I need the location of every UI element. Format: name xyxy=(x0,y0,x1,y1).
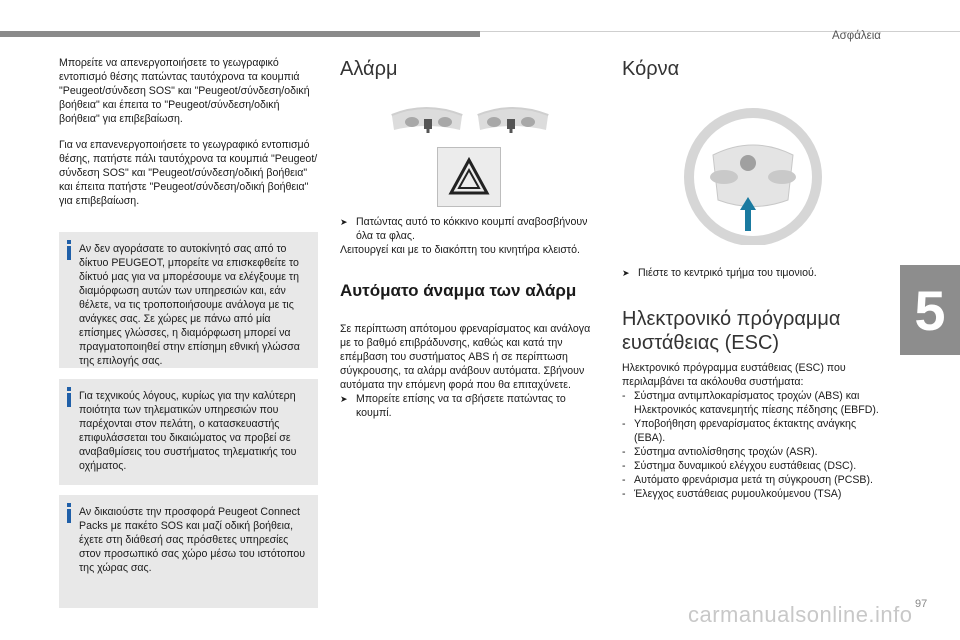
hazard-triangle-icon xyxy=(438,148,500,206)
arrow-bullet-icon: ➤ xyxy=(340,394,348,404)
horn-heading: Κόρνα xyxy=(622,58,680,80)
column-right xyxy=(622,57,884,81)
list-item: - Σύστημα δυναμικού ελέγχου ευστάθειας (DSC). xyxy=(622,460,857,472)
auto-alarm-section xyxy=(340,280,602,302)
esc-heading-line-2: ευστάθειας (ESC) xyxy=(622,332,780,354)
info-box xyxy=(59,232,318,368)
alarm-note: Λειτουργεί και με το διακόπτη του κινητήρα κλειστό. xyxy=(340,244,580,256)
esc-body xyxy=(622,361,884,501)
info-icon xyxy=(65,240,73,260)
list-item: - Σύστημα αντιμπλοκαρίσματος τροχών (ABS) και Ηλεκτρονικός κατανεμητής πίεσης πέδησης (EBFD). xyxy=(622,390,879,416)
esc-heading-line-1: Ηλεκτρονικό πρόγραμμα xyxy=(622,308,841,330)
info-box xyxy=(59,379,318,485)
esc-intro: Ηλεκτρονικό πρόγραμμα ευστάθειας (ESC) που περιλαμβάνει τα ακόλουθα συστήματα: xyxy=(622,362,846,388)
info-text: Αν δικαιούστε την προσφορά Peugeot Connect Packs με πακέτο SOS και μαζί οδική βοήθεια, έχετε στη διάθεσή σας πρόσθετες υπηρεσίες στον προσωπικό σας χώρο μέσω του ιστότοπου της χώρας σας. xyxy=(79,506,306,574)
steering-wheel-icons xyxy=(390,100,550,142)
page-number: 97 xyxy=(915,598,928,610)
section-title: Ασφάλεια xyxy=(832,30,881,42)
list-item: ➤ Μπορείτε επίσης να τα σβήσετε πατώντας το κουμπί. xyxy=(340,393,566,419)
info-text: Για τεχνικούς λόγους, κυρίως για την καλύτερη ποιότητα των τηλεματικών υπηρεσιών που παρέχονται στον πελάτη, ο κατασκευαστής επιφυλάσσεται του δικαιώματος να προβεί σε αναβαθμίσεις του συστήματος τηλεματικής του οχήματος. xyxy=(79,390,297,472)
alarm-instructions xyxy=(340,215,602,257)
auto-alarm-body xyxy=(340,322,602,420)
peugeot-logo-icon xyxy=(740,155,756,171)
chapter-tab xyxy=(900,265,960,355)
list-item: - Αυτόματο φρενάρισμα μετά τη σύγκρουση (PCSB). xyxy=(622,474,873,486)
auto-alarm-heading: Αυτόματο άναμμα των αλάρμ xyxy=(340,281,577,300)
watermark: carmanualsonline.info xyxy=(688,602,913,627)
list-item: ➤ Πατώντας αυτό το κόκκινο κουμπί αναβοσβήνουν όλα τα φλας. xyxy=(340,216,588,242)
column-left xyxy=(59,56,321,220)
info-text: Αν δεν αγοράσατε το αυτοκίνητό σας από το δίκτυο PEUGEOT, μπορείτε να επισκεφθείτε το δίκτυό μας για να μπορέσουμε να ελέγξουμε τη διαμόρφωση αυτών των υπηρεσιών και, εάν θέλετε, να τις τροποποιήσουμε ανάλογα με τις ανάγκες σας. Σε χώρες με πάνω από μία επίσημες γλώσσες, η διαμόρφωση μπορεί να πραγματοποιηθεί στην επίσημη εθνική γλώσσα της επιλογής σας. xyxy=(79,243,300,367)
auto-alarm-text: Σε περίπτωση απότομου φρεναρίσματος και ανάλογα με το βαθμό επιβράδυνσης, καθώς και κατά την επέμβαση του συστήματος ABS ή σε περίπτωση σύγκρουσης, τα αλάρμ ανάβουν αυτόματα. Σβήνουν αυτόματα την επόμενη φορά που θα επιταχύνετε. xyxy=(340,323,591,391)
paragraph-reenable-geolocation: Για να επανενεργοποιήσετε το γεωγραφικό εντοπισμό θέσης, πατήστε πάλι ταυτόχρονα τα κουμπιά "Peugeot/σύνδεση SOS" και "Peugeot/σύνδεση/οδική βοήθεια" και έπειτα πατήστε "Peugeot/σύνδεση/οδική βοήθεια" για επιβεβαίωση. xyxy=(59,139,318,207)
info-icon xyxy=(65,387,73,407)
arrow-bullet-icon: ➤ xyxy=(340,217,348,227)
chapter-number: 5 xyxy=(914,278,946,342)
steering-wheel-horn-illustration xyxy=(668,95,838,245)
list-item: - Σύστημα αντιολίσθησης τροχών (ASR). xyxy=(622,446,818,458)
horn-instruction xyxy=(622,266,884,280)
list-item: ➤ Πιέστε το κεντρικό τμήμα του τιμονιού. xyxy=(622,267,817,279)
list-item: - Έλεγχος ευστάθειας ρυμουλκούμενου (TSA) xyxy=(622,488,842,500)
hazard-button-illustration xyxy=(437,147,501,207)
arrow-bullet-icon: ➤ xyxy=(622,268,630,278)
list-item: - Υποβοήθηση φρεναρίσματος έκτακτης ανάγκης (EBA). xyxy=(622,418,857,444)
steering-wheel-icon xyxy=(392,109,462,133)
alarm-heading: Αλάρμ xyxy=(340,58,398,80)
info-box xyxy=(59,495,318,608)
header-rule-thin xyxy=(480,31,960,32)
paragraph-disable-geolocation: Μπορείτε να απενεργοποιήσετε το γεωγραφικό εντοπισμό θέσης πατώντας ταυτόχρονα τα κουμπιά "Peugeot/σύνδεση SOS" και "Peugeot/σύνδεση/οδική βοήθεια" και έπειτα το "Peugeot/σύνδεση/οδική βοήθεια" για επιβεβαίωση. xyxy=(59,57,310,125)
info-icon xyxy=(65,503,73,523)
esc-section xyxy=(622,307,884,355)
header-rule xyxy=(0,31,480,37)
column-middle xyxy=(340,57,602,81)
steering-wheel-icon xyxy=(478,109,548,133)
